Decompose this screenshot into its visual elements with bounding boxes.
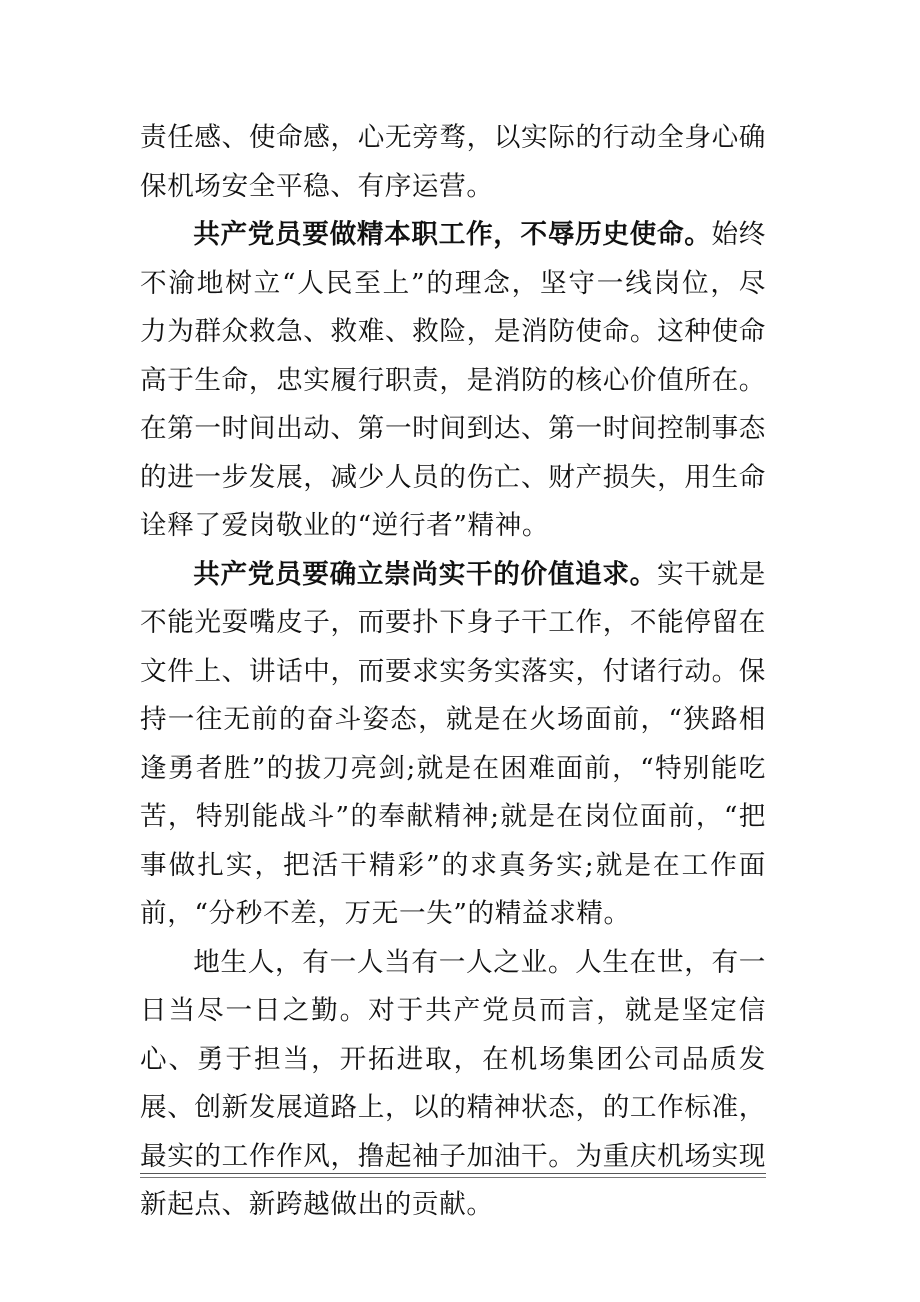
document-body [140,114,766,1230]
footer-divider-top [140,1173,766,1174]
paragraph-text: 实干就是不能光耍嘴皮子，而要扑下身子干工作，不能停留在文件上、讲话中，而要求实务实落实，付诸行动。保持一往无前的奋斗姿态，就是在火场面前，“狭路相逢勇者胜”的拔刀亮剑;就是在困难面前，“特别能吃苦，特别能战斗”的奉献精神;就是在岗位面前，“把事做扎实，把活干精彩”的求真务实;就是在工作面前，“分秒不差，万无一失”的精益求精。 [140,558,767,929]
paragraph-conclusion [140,939,766,1230]
paragraph-heading: 共产党员要做精本职工作，不辱历史使命。 [193,219,712,250]
paragraph-heading: 共产党员要确立崇尚实干的价值追求。 [193,558,657,590]
paragraph-practice [140,551,766,939]
paragraph-continuation [140,114,766,211]
paragraph-text: 始终不渝地树立“人民至上”的理念，坚守一线岗位，尽力为群众救急、救难、救险，是消防使命。这种使命高于生命，忠实履行职责，是消防的核心价值所在。在第一时间出动、第一时间到达、第一时间控制事态的进一步发展，减少人员的伤亡、财产损失，用生命诠释了爱岗敬业的“逆行者”精神。 [140,219,766,541]
paragraph-text: 责任感、使命感，心无旁骛，以实际的行动全身心确保机场安全平稳、有序运营。 [140,122,766,202]
paragraph-text: 地生人，有一人当有一人之业。人生在世，有一日当尽一日之勤。对于共产党员而言，就是坚定信心、勇于担当，开拓进取，在机场集团公司品质发展、创新发展道路上，以的精神状态，的工作标准，最实的工作作风，撸起袖子加油干。为重庆机场实现新起点、新跨越做出的贡献。 [140,946,766,1220]
paragraph-duty [140,211,766,551]
footer-divider-bottom [140,1177,766,1178]
